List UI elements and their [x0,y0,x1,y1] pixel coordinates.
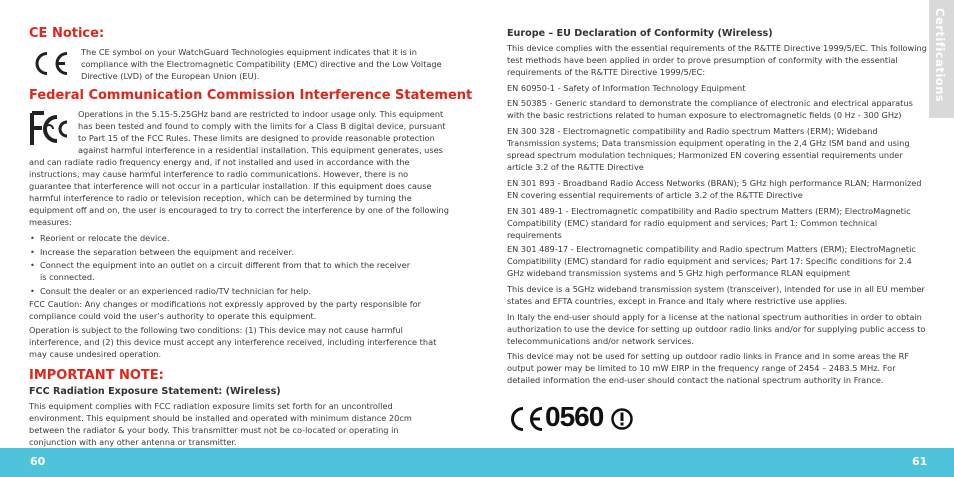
interference-measures-list [29,232,449,298]
fcc-logo-spacer [29,108,78,154]
operation-conditions-text: Operation is subject to the following two conditions: (1) This device may not cause harmful interference, and (2) this device must accept any interference received, including interference that may cause undesired operation. [29,325,437,359]
page-number-right: 61 [912,455,928,468]
list-item: • Increase the separation between the equipment and receiver. [29,246,449,258]
fcc-text: Operations in the 5.15-5.25GHz band are restricted to indoor usage only. This equipment has been tested and found to comply with the limits for a Class B digital device, pursuant to Part 15 of the FCC Rules. These limits are designed to provide reasonable protection against harmful interference in a residential installation. This equipment generates, uses and can radiate radio frequency energy and, if not installed and used in accordance with the instructions, may cause harmful interference to radio communications. However, there is no guarantee that interference will not occur in a particular installation. If this equipment does cause harmful interference to radio or television reception, which can be determined by turning the equipment off and on, the user is encouraged to try to correct the interference by one of the following measures: [29,109,449,227]
ce-mark-number: 0560 [545,401,604,432]
italy-note: In Italy the end-user should apply for a license at the national spectrum authorities in order to obtain authorization to use the device for setting up outdoor radio links and/or for supplying public access to telecommunications and/or network services. [507,312,926,346]
france-note: This device may not be used for setting up outdoor radio links in France and in some areas the RF output power may be limited to 10 mW EIRP in the frequency range of 2454 – 2483.5 MHz. For detailed information the end-user should contact the national spectrum authority in France. [507,351,910,385]
standard-item: EN 60950-1 - Safety of Information Technology Equipment [507,83,746,93]
fcc-caution-text: FCC Caution: Any changes or modifications not expressly approved by the party responsible for compliance could void the user’s authority to operate this equipment. [29,299,422,321]
page-number-left: 60 [30,455,46,468]
ce-0560-mark-icon [507,400,647,436]
standard-item: EN 50385 - Generic standard to demonstrate the compliance of electronic and electrical apparatus with the basic restrictions related to human exposure to electromagnetic fields (0 Hz - 300 GHz) [507,98,913,120]
left-page [0,0,477,448]
ce-mark-icon [507,405,545,433]
footer-bar [0,448,954,477]
radiation-exposure-text: This equipment complies with FCC radiation exposure limits set forth for an uncontrolled environment. This equipment should be installed and operated with minimum distance 20cm between the radiator & your body. This transmitter must not be co-located or operating in conjunction with any other antenna or transmitter. [29,401,412,447]
fcc-heading: Federal Communication Commission Interference Statement [29,88,473,103]
list-item: • Connect the equipment into an outlet on a circuit different from that to which the receiver is connected. [29,259,449,283]
right-page [477,0,954,448]
side-tab [929,0,954,118]
standard-item: EN 301 893 - Broadband Radio Access Networks (BRAN); 5 GHz high performance RLAN; Harmonized EN covering essential requirements of article 3.2 of the R&TTE Directive [507,178,922,200]
list-item: • Reorient or relocate the device. [29,232,449,244]
standard-item: EN 301 489-1 - Electromagnetic compatibility and Radio spectrum Matters (ERM); ElectroMagnetic Compatibility (EMC) standard for radio equipment and services; Part 1: Common technical requirements [507,206,911,240]
standard-item: EN 301 489-17 - Electromagnetic compatibility and Radio spectrum Matters (ERM); ElectroMagnetic Compatibility (EMC) standard for radio equipment and services; Part 17: Specific conditions for 2.4 GHz wideband transmission systems and 5 GHz high performance RLAN equipment [507,244,916,278]
radiation-exposure-heading: FCC Radiation Exposure Statement: (Wireless) [29,386,281,397]
fcc-text-block [29,108,449,228]
list-item: • Consult the dealer or an experienced radio/TV technician for help. [29,285,449,297]
important-note-heading: IMPORTANT NOTE: [29,368,164,383]
alert-circle-icon [611,408,633,430]
ce-notice-heading: CE Notice: [29,26,105,41]
wideband-note: This device is a 5GHz wideband transmission system (transceiver), intended for use in all EU member states and EFTA countries, except in France and Italy where restrictive use applies. [507,284,925,306]
ce-notice-text: The CE symbol on your WatchGuard Technologies equipment indicates that it is in compliance with the Electromagnetic Compatibility (EMC) directive and the Low Voltage Directive (LVD) of the European Union (EU). [81,47,442,81]
ce-mark-icon [30,50,70,77]
side-tab-label: Certifications [933,8,947,103]
standard-item: EN 300 328 - Electromagnetic compatibility and Radio spectrum Matters (ERM); Wideband Transmission systems; Data transmission equipment operating in the 2,4 GHz ISM band and using spread spectrum modulation techniques; Harmonized EN covering essential requirements under article 3.2 of the R&TTE Directive [507,126,910,172]
eu-intro-text: This device complies with the essential requirements of the R&TTE Directive 1999/5/EC. This following test methods have been applied in order to prove presumption of conformity with the essential requirements of the R&TTE Directive 1999/5/EC: [507,43,927,77]
eu-declaration-heading: Europe – EU Declaration of Conformity (Wireless) [507,28,773,39]
